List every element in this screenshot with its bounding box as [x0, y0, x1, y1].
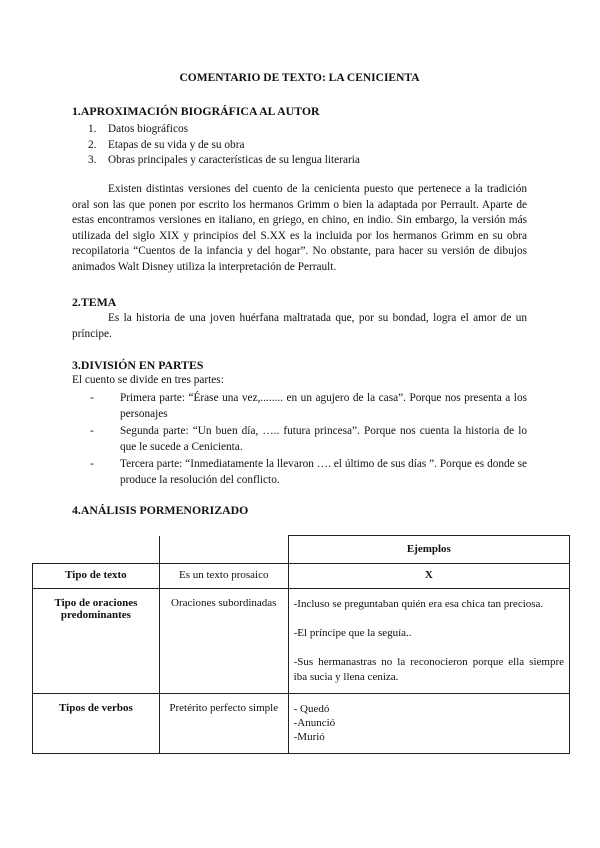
row-examples: X — [288, 564, 569, 589]
list-item — [88, 138, 360, 154]
example-line: -Incluso se preguntaban quién era esa chica tan preciosa. — [293, 598, 544, 610]
section1-paragraph: Existen distintas versiones del cuento de la cenicienta puesto que pertenece a la tradición oral son las que ponen por escrito los hermanos Grimm o bien la adaptada por Perrault. Aparte de estas encontramos versiones en italiano, en griego, en chino, en indio. Sin embargo, la versión más utilizada del siglo XIX y principios del S.XX es la incluida por los hermanos Grimm en su obra recopilatoria “Cuentos de la infancia y del hogar”. No obstante, para hacer su versión de dibujos animados Walt Disney utiliza la interpretación de Perrault. — [72, 183, 527, 273]
section1-list — [88, 122, 360, 169]
list-item — [72, 457, 527, 488]
section3-intro: El cuento se divide en tres partes: — [72, 374, 224, 386]
example-line: -Sus hermanastras no la reconocieron porque ella siempre iba sucia y llena ceniza. — [293, 656, 564, 683]
example-line: - Quedó — [293, 703, 330, 715]
table-row — [33, 564, 570, 589]
list-text: Datos biográficos — [108, 123, 188, 135]
analysis-table — [32, 535, 570, 754]
list-item — [88, 122, 360, 138]
example-line: -Murió — [293, 731, 325, 743]
row-label: Tipos de verbos — [33, 694, 160, 754]
table-header-row — [33, 536, 570, 564]
dash-bullet: - — [90, 458, 94, 471]
section3-heading: 3.DIVISIÓN EN PARTES — [72, 358, 204, 372]
table-row — [33, 589, 570, 694]
row-value: Es un texto prosaico — [159, 564, 288, 589]
empty-cell — [159, 536, 288, 564]
list-number: 3. — [88, 154, 97, 166]
document-title: COMENTARIO DE TEXTO: LA CENICIENTA — [179, 72, 420, 84]
dash-bullet: - — [90, 392, 94, 404]
row-examples — [288, 589, 569, 694]
example-line: -Anunció — [293, 717, 336, 729]
list-item — [88, 153, 360, 169]
example-line: -El príncipe que la seguía.. — [293, 627, 412, 639]
row-value: Pretérito perfecto simple — [159, 694, 288, 754]
row-value: Oraciones subordinadas — [159, 589, 288, 694]
dash-bullet: - — [90, 425, 94, 438]
list-item — [72, 424, 527, 455]
section3-list — [72, 391, 527, 491]
section2-paragraph: Es la historia de una joven huérfana maltratada que, por su bondad, logra el amor de un príncipe. — [72, 312, 527, 340]
section1-heading: 1.APROXIMACIÓN BIOGRÁFICA AL AUTOR — [72, 104, 320, 118]
row-label: Tipo de texto — [33, 564, 160, 589]
examples-header: Ejemplos — [288, 536, 569, 564]
empty-cell — [33, 536, 160, 564]
section4-heading: 4.ANÁLISIS PORMENORIZADO — [72, 503, 249, 517]
list-item — [72, 391, 527, 422]
list-text: Primera parte: “Érase una vez,........ en un agujero de la casa”. Porque nos presenta a los personajes — [120, 392, 527, 420]
section2-heading: 2.TEMA — [72, 295, 117, 309]
list-text: Obras principales y características de su lengua literaria — [108, 154, 360, 166]
table-row — [33, 694, 570, 754]
list-number: 2. — [88, 138, 97, 151]
row-examples — [288, 694, 569, 754]
list-text: Segunda parte: “Un buen día, ….. futura princesa”. Porque nos cuenta la historia de lo que le sucede a Cenicienta. — [120, 425, 527, 453]
row-label: Tipo de oraciones predominantes — [33, 589, 160, 694]
list-text: Etapas de su vida y de su obra — [108, 138, 245, 151]
list-number: 1. — [88, 123, 97, 135]
list-text: Tercera parte: “Inmediatamente la llevaron …. el último de sus días ”. Porque es donde se produce la resolución del conflicto. — [120, 458, 527, 486]
